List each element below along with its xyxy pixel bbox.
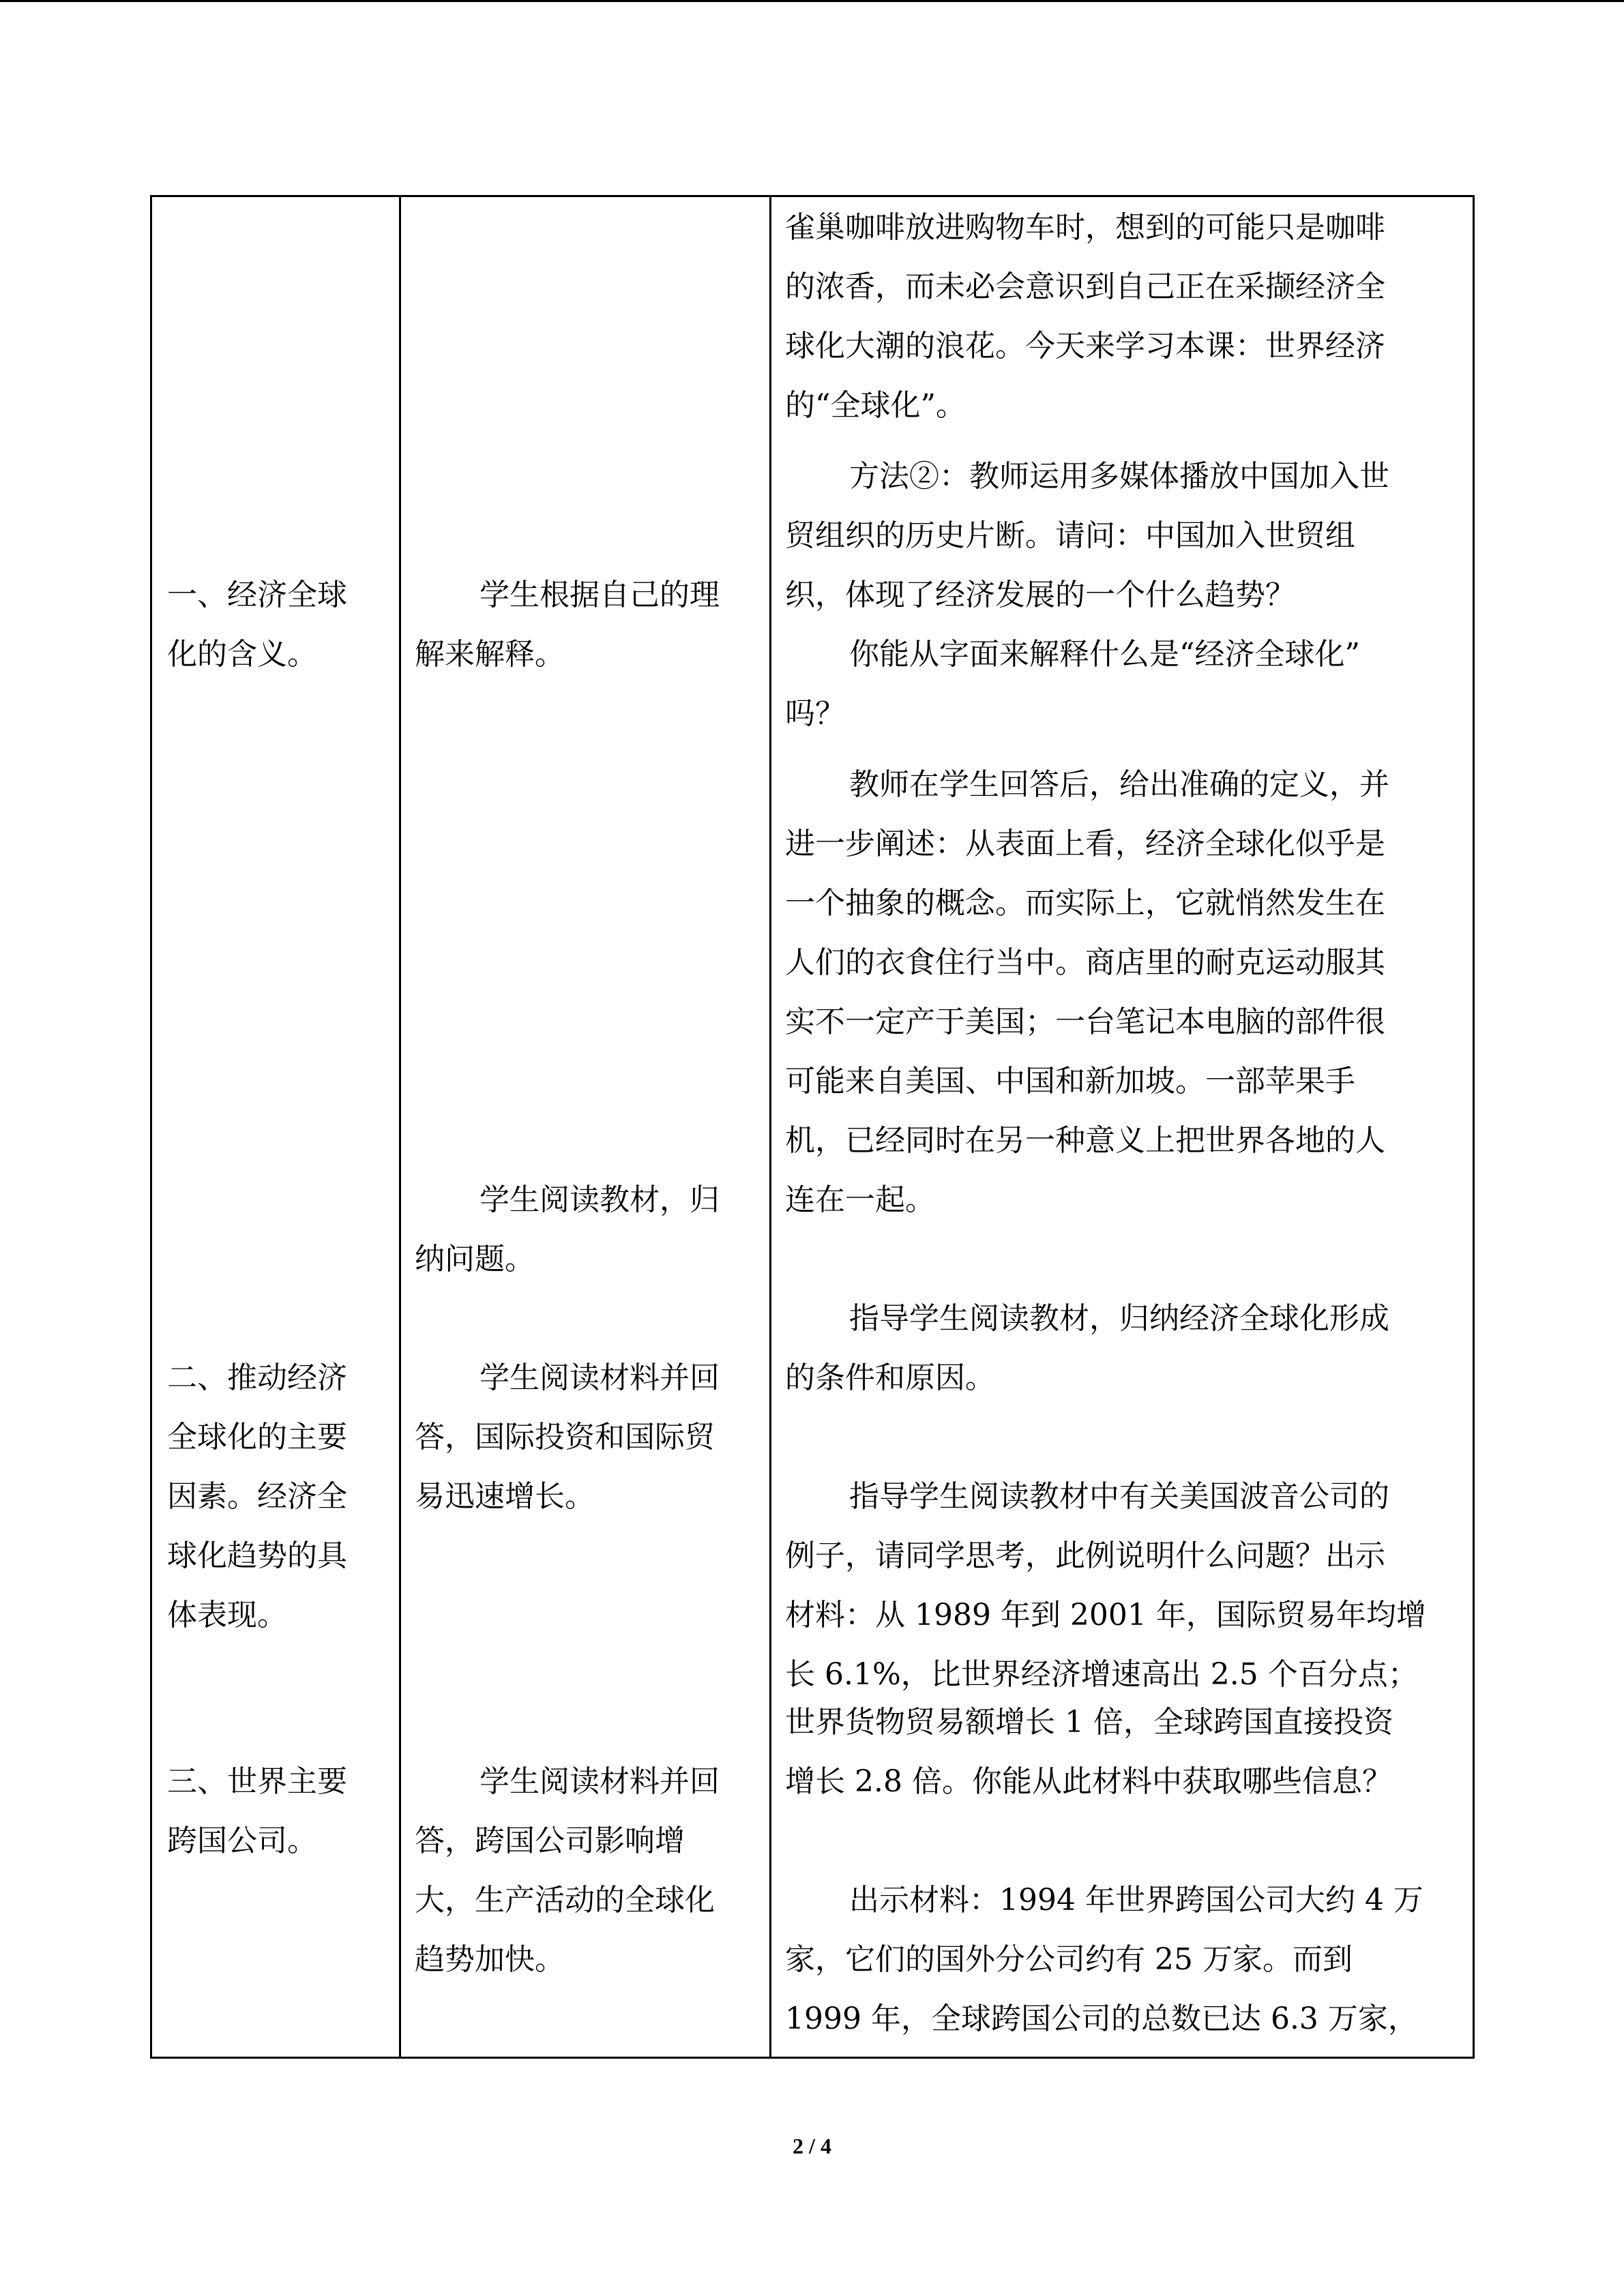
teacher-activity-line: 教师在学生回答后，给出准确的定义，并 bbox=[849, 767, 1389, 802]
teacher-activity-line: 人们的衣食住行当中。商店里的耐克运动服其 bbox=[785, 945, 1385, 980]
column-divider-1 bbox=[399, 197, 401, 2057]
teacher-activity-line: 织，体现了经济发展的一个什么趋势？ bbox=[785, 578, 1295, 612]
teacher-activity-line: 家，它们的国外分公司约有 25 万家。而到 bbox=[785, 1942, 1353, 1977]
teacher-activity-line: 世界货物贸易额增长 1 倍，全球跨国直接投资 bbox=[785, 1705, 1393, 1740]
teacher-activity-line: 可能来自美国、中国和新加坡。一部苹果手 bbox=[785, 1064, 1355, 1099]
section-3-title-line: 跨国公司。 bbox=[167, 1823, 317, 1858]
student-activity-line: 学生根据自己的理 bbox=[479, 578, 720, 612]
student-activity-line: 趋势加快。 bbox=[415, 1942, 565, 1977]
student-activity-line: 答，国际投资和国际贸 bbox=[415, 1420, 715, 1455]
student-activity-line: 易迅速增长。 bbox=[415, 1479, 595, 1514]
teacher-activity-line: 的条件和原因。 bbox=[785, 1360, 995, 1395]
lesson-plan-table bbox=[150, 195, 1475, 2059]
teacher-activity-line: 增长 2.8 倍。你能从此材料中获取哪些信息？ bbox=[785, 1764, 1392, 1799]
section-2-title-line: 因素。经济全 bbox=[167, 1479, 347, 1514]
page-number: 2 / 4 bbox=[793, 2134, 831, 2158]
section-1-title-line: 一、经济全球 bbox=[167, 578, 347, 612]
student-activity-line: 纳问题。 bbox=[415, 1242, 535, 1277]
teacher-activity-line: 1999 年，全球跨国公司的总数已达 6.3 万家， bbox=[785, 2001, 1418, 2036]
teacher-activity-line: 方法②：教师运用多媒体播放中国加入世 bbox=[849, 459, 1389, 494]
student-activity-line: 学生阅读材料并回 bbox=[479, 1360, 720, 1395]
section-2-title-line: 球化趋势的具 bbox=[167, 1538, 347, 1573]
teacher-activity-line: 贸组织的历史片断。请问：中国加入世贸组 bbox=[785, 518, 1355, 553]
top-border-rule bbox=[0, 0, 1624, 2]
teacher-activity-line: 你能从字面来解释什么是“经济全球化” bbox=[849, 637, 1360, 672]
teacher-activity-line: 雀巢咖啡放进购物车时，想到的可能只是咖啡 bbox=[785, 210, 1385, 245]
student-activity-line: 答，跨国公司影响增 bbox=[415, 1823, 685, 1858]
teacher-activity-line: 连在一起。 bbox=[785, 1182, 935, 1217]
section-2-title-line: 体表现。 bbox=[167, 1598, 287, 1632]
teacher-activity-line: 实不一定产于美国；一台笔记本电脑的部件很 bbox=[785, 1004, 1385, 1039]
student-activity-line: 学生阅读教材，归 bbox=[479, 1182, 720, 1217]
teacher-activity-line: 进一步阐述：从表面上看，经济全球化似乎是 bbox=[785, 826, 1385, 861]
teacher-activity-line: 指导学生阅读教材中有关美国波音公司的 bbox=[849, 1479, 1389, 1514]
column-divider-2 bbox=[769, 197, 771, 2057]
teacher-activity-line: 吗？ bbox=[785, 696, 845, 731]
teacher-activity-line: 长 6.1%，比世界经济增速高出 2.5 个百分点； bbox=[785, 1657, 1418, 1692]
student-activity-line: 解来解释。 bbox=[415, 637, 565, 672]
student-activity-line: 大，生产活动的全球化 bbox=[415, 1883, 715, 1918]
teacher-activity-line: 机，已经同时在另一种意义上把世界各地的人 bbox=[785, 1123, 1385, 1158]
teacher-activity-line: 指导学生阅读教材，归纳经济全球化形成 bbox=[849, 1301, 1389, 1336]
section-1-title-line: 化的含义。 bbox=[167, 637, 317, 672]
teacher-activity-line: 出示材料：1994 年世界跨国公司大约 4 万 bbox=[849, 1883, 1423, 1918]
teacher-activity-line: 的浓香，而未必会意识到自己正在采撷经济全 bbox=[785, 269, 1385, 304]
section-2-title-line: 二、推动经济 bbox=[167, 1360, 347, 1395]
section-2-title-line: 全球化的主要 bbox=[167, 1420, 347, 1455]
student-activity-line: 学生阅读材料并回 bbox=[479, 1764, 720, 1799]
teacher-activity-line: 的“全球化”。 bbox=[785, 388, 966, 423]
teacher-activity-line: 一个抽象的概念。而实际上，它就悄然发生在 bbox=[785, 886, 1385, 921]
teacher-activity-line: 例子，请同学思考，此例说明什么问题？出示 bbox=[785, 1538, 1385, 1573]
teacher-activity-line: 材料：从 1989 年到 2001 年，国际贸易年均增 bbox=[785, 1598, 1426, 1632]
teacher-activity-line: 球化大潮的浪花。今天来学习本课：世界经济 bbox=[785, 329, 1385, 363]
section-3-title-line: 三、世界主要 bbox=[167, 1764, 347, 1799]
